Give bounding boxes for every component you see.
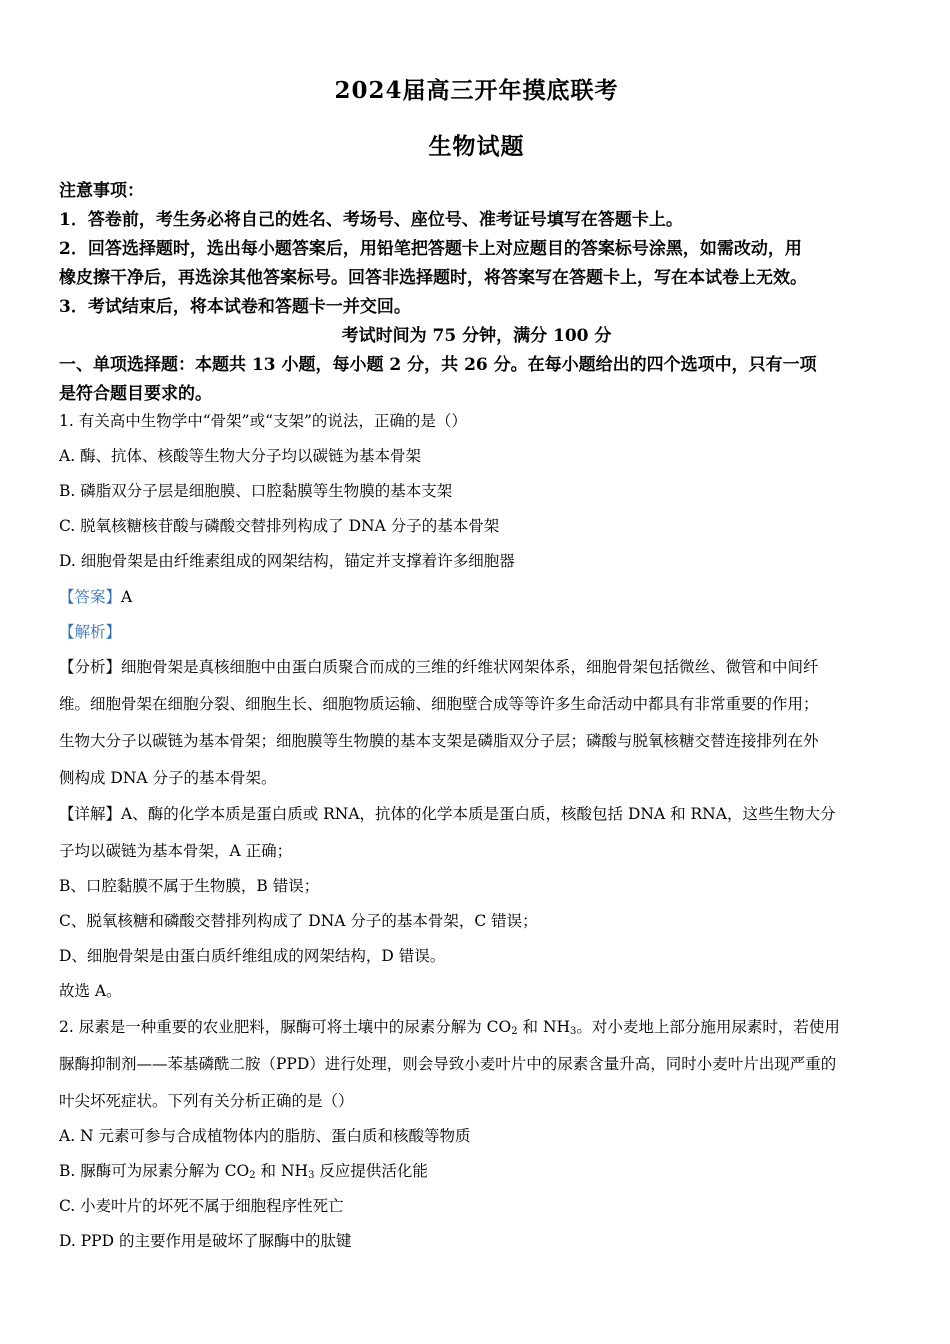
q2-option-b-text-a: B. 脲酶可为尿素分解为 CO xyxy=(59,1162,250,1180)
q1-analysis-line-1: 【分析】细胞骨架是真核细胞中由蛋白质聚合而成的三维的纤维状网架体系，细胞骨架包括微丝、微管和中间纤 xyxy=(59,658,819,676)
analysis-tag: 【解析】 xyxy=(59,623,122,641)
q2-option-b-text-b: 和 NH xyxy=(255,1162,309,1180)
q2-stem-line-3: 叶尖坏死症状。下列有关分析正确的是（） xyxy=(59,1092,354,1110)
q2-option-b xyxy=(59,1159,428,1181)
q1-detail-line-2: 子均以碳链为基本骨架，A 正确； xyxy=(59,842,293,860)
q2-stem-text-c: 。对小麦地上部分施用尿素时，若使用 xyxy=(576,1018,840,1036)
q2-option-b-text-c: 反应提供活化能 xyxy=(314,1162,428,1180)
q1-analysis-line-2: 维。细胞骨架在细胞分裂、细胞生长、细胞物质运输、细胞壁合成等等许多生命活动中都具有非常重要的作用； xyxy=(59,695,819,713)
q1-option-b: B. 磷脂双分子层是细胞膜、口腔黏膜等生物膜的基本支架 xyxy=(59,482,453,500)
q1-option-a: A. 酶、抗体、核酸等生物大分子均以碳链为基本骨架 xyxy=(59,447,422,465)
q1-conclusion: 故选 A。 xyxy=(59,982,122,1000)
q1-analysis-line-4: 侧构成 DNA 分子的基本骨架。 xyxy=(59,769,277,787)
answer-value: A xyxy=(121,588,133,606)
subscript: 3 xyxy=(308,1170,315,1181)
q2-stem-text-a: 2. 尿素是一种重要的农业肥料，脲酶可将土壤中的尿素分解为 CO xyxy=(59,1018,512,1036)
subscript: 2 xyxy=(249,1170,256,1181)
exam-title: 2024届高三开年摸底联考 xyxy=(334,77,619,104)
notice-heading: 注意事项： xyxy=(59,181,144,201)
notice-item-1: 1．答卷前，考生务必将自己的姓名、考场号、座位号、准考证号填写在答题卡上。 xyxy=(59,210,683,230)
notice-item-2-line-2: 橡皮擦干净后，再选涂其他答案标号。回答非选择题时，将答案写在答题卡上，写在本试卷上无效。 xyxy=(59,268,807,288)
q2-option-a: A. N 元素可参与合成植物体内的脂肪、蛋白质和核酸等物质 xyxy=(59,1127,471,1145)
q2-option-c: C. 小麦叶片的坏死不属于细胞程序性死亡 xyxy=(59,1197,344,1215)
q1-stem: 1. 有关高中生物学中“骨架”或“支架”的说法，正确的是（） xyxy=(59,412,467,430)
notice-item-3: 3．考试结束后，将本试卷和答题卡一并交回。 xyxy=(59,297,411,317)
q2-stem-line-1 xyxy=(59,1015,840,1037)
q1-option-d: D. 细胞骨架是由纤维素组成的网架结构，锚定并支撑着许多细胞器 xyxy=(59,552,515,570)
q2-option-d: D. PPD 的主要作用是破坏了脲酶中的肽键 xyxy=(59,1232,352,1250)
q2-stem-text-b: 和 NH xyxy=(517,1018,571,1036)
section-heading-line-2: 是符合题目要求的。 xyxy=(59,384,212,404)
q1-detail-c: C、脱氧核糖和磷酸交替排列构成了 DNA 分子的基本骨架，C 错误； xyxy=(59,912,538,930)
q2-stem-line-2: 脲酶抑制剂——苯基磷酰二胺（PPD）进行处理，则会导致小麦叶片中的尿素含量升高，同时小麦叶片出现严重的 xyxy=(59,1055,837,1073)
q1-answer xyxy=(59,585,132,607)
notice-item-2-line-1: 2．回答选择题时，选出每小题答案后，用铅笔把答题卡上对应题目的答案标号涂黑，如需改动，用 xyxy=(59,239,802,259)
subscript: 3 xyxy=(570,1026,577,1037)
q1-detail-d: D、细胞骨架是由蛋白质纤维组成的网架结构，D 错误。 xyxy=(59,947,446,965)
q1-detail-line-1: 【详解】A、酶的化学本质是蛋白质或 RNA，抗体的化学本质是蛋白质，核酸包括 DNA 和 RNA，这些生物大分 xyxy=(59,805,836,823)
subscript: 2 xyxy=(511,1026,518,1037)
q1-analysis-line-3: 生物大分子以碳链为基本骨架；细胞膜等生物膜的基本支架是磷脂双分子层；磷酸与脱氧核糖交替连接排列在外 xyxy=(59,732,819,750)
q1-detail-b: B、口腔黏膜不属于生物膜，B 错误； xyxy=(59,877,320,895)
q1-option-c: C. 脱氧核糖核苷酸与磷酸交替排列构成了 DNA 分子的基本骨架 xyxy=(59,517,500,535)
exam-time: 考试时间为 75 分钟，满分 100 分 xyxy=(341,326,612,346)
section-heading-line-1: 一、单项选择题：本题共 13 小题，每小题 2 分，共 26 分。在每小题给出的四个选项中，只有一项 xyxy=(59,355,817,375)
answer-tag: 【答案】 xyxy=(59,588,122,606)
exam-subject: 生物试题 xyxy=(428,133,525,160)
